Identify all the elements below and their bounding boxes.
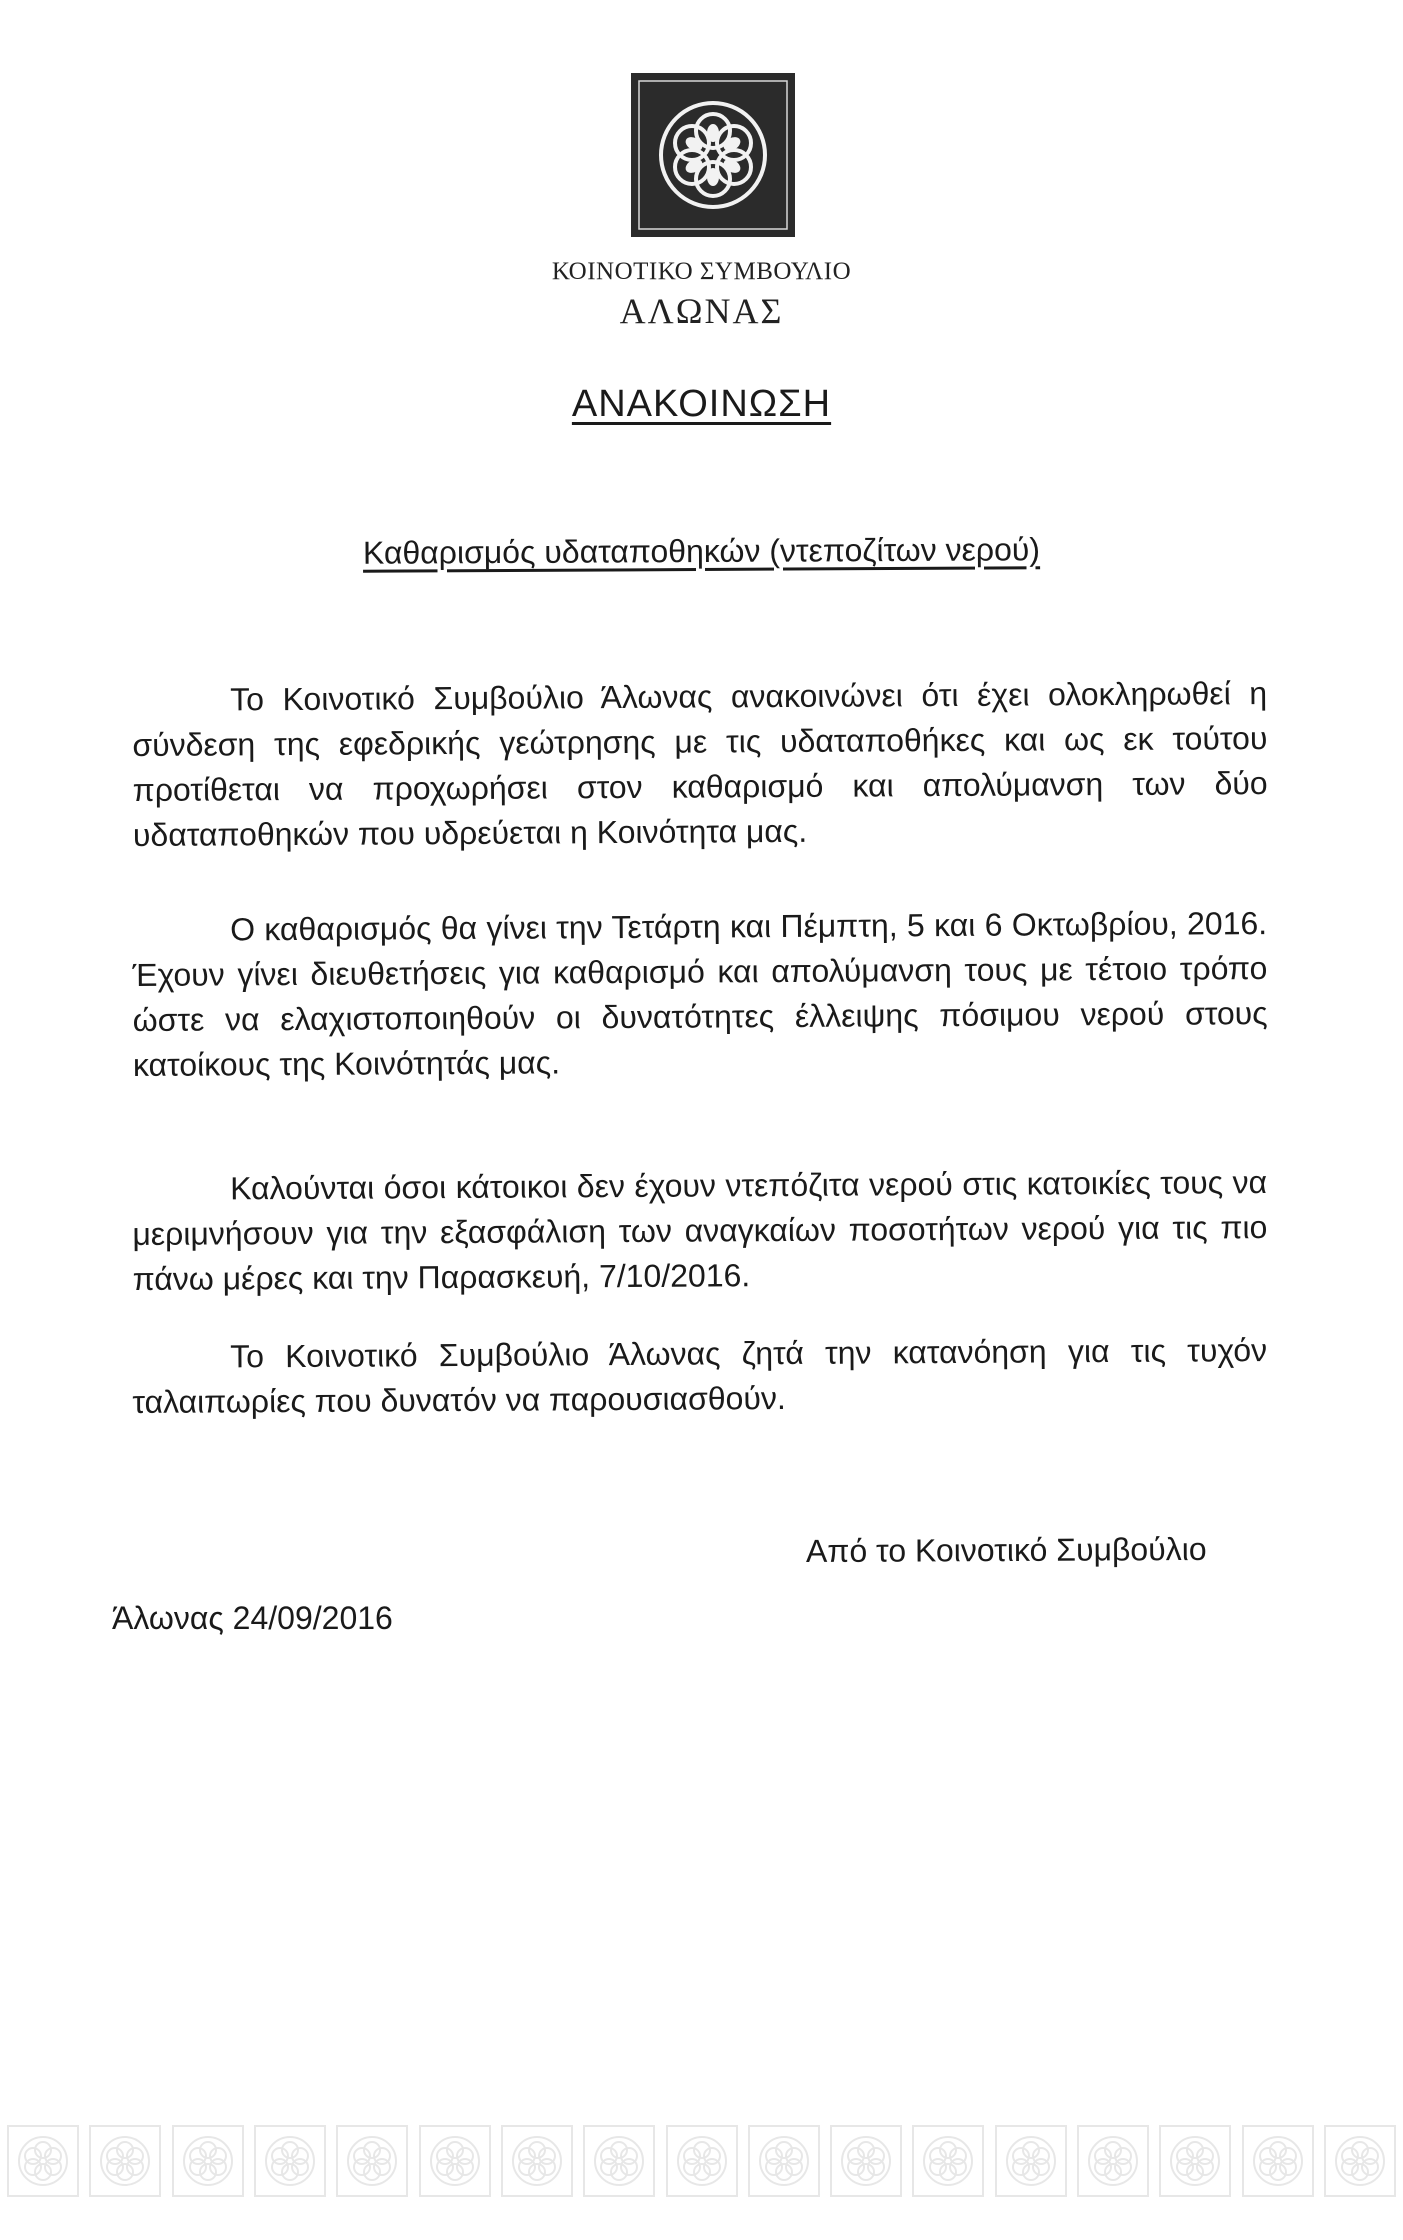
watermark-emblem-icon [171,2124,245,2198]
watermark-emblem-icon [500,2124,574,2198]
watermark-emblem-icon [994,2124,1068,2198]
body-paragraph-3: Καλούνται όσοι κάτοικοι δεν έχουν ντεπόζιτα νερού στις κατοικίες τους να μεριμνήσουν για την εξασφάλιση των αναγκαίων ποσοτήτων νερού για τις πιο πάνω μέρες και την Παρασκευή, 7/10/2016. [132,1164,1268,1297]
watermark-emblem-icon [1158,2124,1232,2198]
watermark-emblem-icon [6,2124,80,2198]
council-name: ΚΟΙΝΟΤΙΚΟ ΣΥΜΒΟΥΛΙΟ [551,258,852,285]
announcement-subject: Καθαρισμός υδαταποθηκών (ντεποζίτων νερού) [362,531,1041,571]
watermark-emblem-icon [418,2124,492,2198]
announcement-title: ΑΝΑΚΟΙΝΩΣΗ [571,383,832,425]
body-paragraph-1: Το Κοινοτικό Συμβούλιο Άλωνας ανακοινώνει ότι έχει ολοκληρωθεί η σύνδεση της εφεδρικής γεώτρησης με τις υδαταποθήκες και ως εκ τούτου προτίθεται να προχωρήσει στον καθαρισμό και απολύμανση των δύο υδαταποθηκών που υδρεύεται η Κοινότητα μας. [132,675,1268,853]
footer-watermark-band [0,2124,1403,2204]
signoff: Από το Κοινοτικό Συμβούλιο [805,1530,1207,1570]
watermark-emblem-icon [1076,2124,1150,2198]
watermark-emblem-icon [911,2124,985,2198]
village-name: ΑΛΩΝΑΣ [619,291,784,331]
place-date: Άλωνας 24/09/2016 [112,1600,393,1636]
watermark-emblem-icon [335,2124,409,2198]
council-emblem-icon [631,73,795,237]
watermark-emblem-icon [1241,2124,1315,2198]
watermark-emblem-icon [582,2124,656,2198]
watermark-emblem-icon [829,2124,903,2198]
watermark-emblem-icon [747,2124,821,2198]
watermark-emblem-icon [665,2124,739,2198]
body-paragraph-4: Το Κοινοτικό Συμβούλιο Άλωνας ζητά την κατανόηση για τις τυχόν ταλαιπωρίες που δυνατόν να παρουσιασθούν. [132,1332,1268,1420]
watermark-emblem-icon [88,2124,162,2198]
watermark-emblem-icon [1323,2124,1397,2198]
body-paragraph-2: Ο καθαρισμός θα γίνει την Τετάρτη και Πέμπτη, 5 και 6 Οκτωβρίου, 2016. Έχουν γίνει διευθετήσεις για καθαρισμό και απολύμανση τους με τέτοιο τρόπο ώστε να ελαχιστοποιηθούν οι δυνατότητες έλλειψης πόσιμου νερού στους κατοίκους της Κοινότητάς μας. [132,905,1268,1083]
watermark-emblem-icon [253,2124,327,2198]
